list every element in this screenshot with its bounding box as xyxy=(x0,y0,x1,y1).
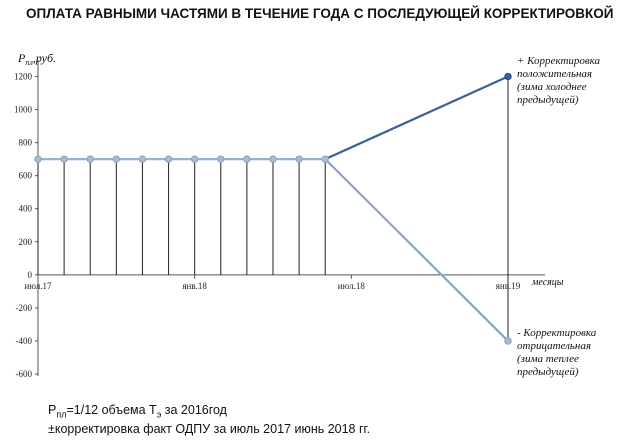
y-tick-label: 800 xyxy=(18,137,32,148)
annotation-negative-line: - Корректировка xyxy=(517,327,597,339)
annotation-negative-line: отрицательная xyxy=(517,340,592,352)
data-point xyxy=(191,156,197,162)
data-point xyxy=(165,156,171,162)
annotation-positive-line: положительная xyxy=(517,68,593,80)
x-axis-label: месяцы xyxy=(532,277,564,288)
x-tick-label: янв.18 xyxy=(182,280,207,291)
y-tick-label: 1200 xyxy=(14,71,32,82)
y-tick-label: 400 xyxy=(18,203,32,214)
x-tick-label: июл.17 xyxy=(24,280,52,291)
data-point-positive xyxy=(505,73,511,79)
annotation-negative-line: (зима теплее xyxy=(517,353,579,365)
data-point xyxy=(322,156,328,162)
y-tick-label: 1000 xyxy=(14,104,32,115)
y-tick-label: 600 xyxy=(18,170,32,181)
x-tick-label: янв.19 xyxy=(495,280,521,291)
annotation-positive-line: предыдущей) xyxy=(517,94,579,106)
annotation-positive-line: (зима холоднее xyxy=(517,81,587,93)
data-point xyxy=(113,156,119,162)
data-point xyxy=(244,156,250,162)
data-point xyxy=(270,156,276,162)
annotation-positive-line: + Корректировка xyxy=(517,55,601,67)
series-negative-line xyxy=(325,159,508,341)
footnote-line-1: $P_{пл}=1/12$ объема $T_э$ за 2016год xyxy=(48,403,227,420)
y-tick-label: -400 xyxy=(15,335,32,346)
footnote-line-2: ±корректировка факт ОДПУ за июль 2017 июнь 2018 гг. xyxy=(48,422,371,436)
x-tick-label: июл.18 xyxy=(337,280,365,291)
data-point-negative xyxy=(505,338,511,344)
y-tick-label: -200 xyxy=(15,302,32,313)
series-positive-line xyxy=(325,77,508,160)
y-tick-label: 0 xyxy=(27,269,32,280)
data-point xyxy=(35,156,41,162)
chart-title: ОПЛАТА РАВНЫМИ ЧАСТЯМИ В ТЕЧЕНИЕ ГОДА С ПОСЛЕДУЮЩЕЙ КОРРЕКТИРОВКОЙ xyxy=(26,6,614,21)
data-point xyxy=(87,156,93,162)
data-point xyxy=(139,156,145,162)
data-point xyxy=(61,156,67,162)
y-axis-label: $P_{пл},руб$. xyxy=(18,51,57,67)
annotation-negative-line: предыдущей) xyxy=(517,366,579,378)
y-tick-label: 200 xyxy=(18,236,32,247)
data-point xyxy=(296,156,302,162)
data-point xyxy=(218,156,224,162)
y-tick-label: -600 xyxy=(15,369,32,379)
